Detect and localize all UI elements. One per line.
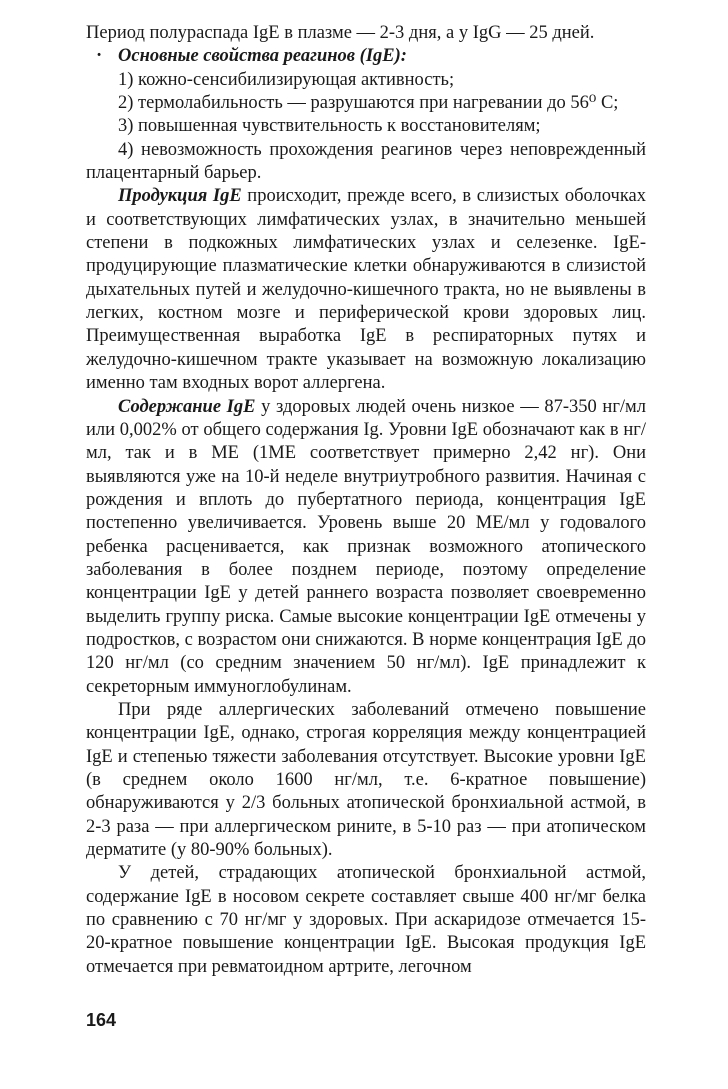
paragraph-properties-heading bbox=[86, 45, 646, 68]
text-allergic-diseases: При ряде аллергических заболеваний отмечено повышение концентрации IgE, однако, строгая корреляция между концентрацией IgE и степенью тяжести заболевания отсутствует. Высокие уровни IgE (в среднем около 1600 нг/мл, т.е. 6-кратное повышение) обнаруживаются у 2/3 больных атопической бронхиальной астмой, в 2-3 раза — при аллергическом рините, в 5-10 раз — при атопическом дерматите (у 80-90% больных). bbox=[86, 699, 646, 861]
list-item-1-text: 1) кожно-сенсибилизирующая активность; bbox=[118, 69, 455, 90]
page-number: 164 bbox=[86, 1010, 117, 1030]
list-item-1 bbox=[86, 69, 646, 92]
list-item-3-text: 3) повышенная чувствительность к восстановителям; bbox=[118, 116, 541, 137]
text-content: у здоровых людей очень низкое — 87-350 нг/мл или 0,002% от общего содержания Ig. Уровни IgE обозначают как в нг/мл, так и в МЕ (1МЕ соответствует примерно 2,42 нг). Они выявляются уже на 10-й неделе внутриутробного развития. Начиная с рождения и вплоть до пубертатного периода, концентрация IgE постепенно увеличивается. Уровень выше 20 МЕ/мл у годовалого ребенка расценивается, как признак возможного атопического заболевания в более позднем периоде, поэтому определение концентрации IgE у детей раннего возраста позволяет своевременно выделить группу риска. Самые высокие концентрации IgE отмечены у подростков, с возрастом они снижаются. В норме концентрация IgE до 120 нг/мл (со средним значением 50 нг/мл). IgE принадлежит к секреторным иммуноглобулинам. bbox=[86, 396, 646, 697]
heading-content: Содержание IgE bbox=[118, 396, 256, 417]
heading-reagin-properties: Основные свойства реагинов (IgE): bbox=[118, 46, 407, 67]
list-item-3 bbox=[86, 115, 646, 138]
page-text bbox=[86, 22, 646, 979]
paragraph-half-life bbox=[86, 22, 646, 45]
paragraph-production bbox=[86, 185, 646, 395]
paragraph-allergic-diseases bbox=[86, 699, 646, 862]
text-production: происходит, прежде всего, в слизистых оболочках и соответствующих лимфатических узлах, в значительно меньшей степени в подкожных лимфатических узлах и селезенке. IgE-продуцирующие плазматические клетки обнаруживаются в слизистой дыхательных путей и желудочно-кишечного тракта, но не выявлены в легких, костном мозге и периферической крови здоровых лиц. Преимущественная выработка IgE в респираторных путях и желудочно-кишечном тракте указывает на возможную локализацию именно там входных ворот аллергена. bbox=[86, 186, 646, 394]
list-item-2-text: 2) термолабильность — разрушаются при нагревании до 56⁰ С; bbox=[118, 93, 619, 114]
list-item-2 bbox=[86, 92, 646, 115]
text-children-asthma: У детей, страдающих атопической бронхиальной астмой, содержание IgE в носовом секрете составляет свыше 400 нг/мг белка по сравнению с 70 нг/мг у здоровых. При аскаридозе отмечается 15-20-кратное повышение концентрации IgE. Высокая продукция IgE отмечается при ревматоидном артрите, легочном bbox=[86, 863, 646, 977]
heading-production: Продукция IgE bbox=[118, 186, 242, 207]
bullet-mark: · bbox=[96, 46, 103, 67]
text-half-life: Период полураспада IgE в плазме — 2-3 дня, а у IgG — 25 дней. bbox=[86, 23, 595, 43]
list-item-4 bbox=[86, 139, 646, 186]
list-item-4-text: 4) невозможность прохождения реагинов через неповрежденный плацентарный барьер. bbox=[86, 139, 646, 184]
paragraph-content bbox=[86, 396, 646, 699]
paragraph-children-asthma bbox=[86, 862, 646, 979]
